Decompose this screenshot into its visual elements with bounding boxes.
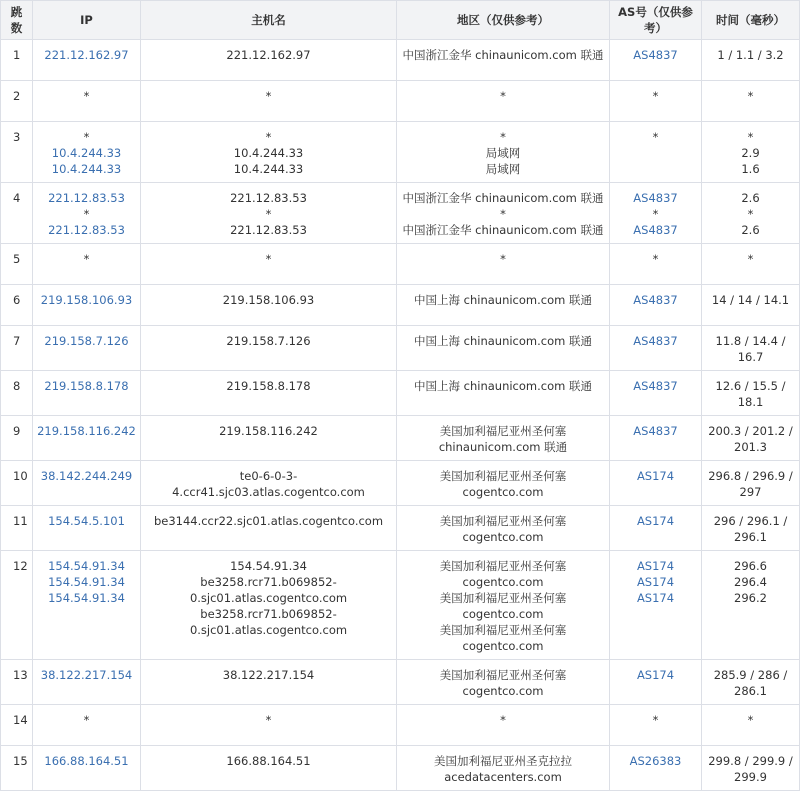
time-cell-text: 296.4 [734,575,767,589]
time-cell-text: 299.9 [734,770,767,784]
hostname-cell-text: 166.88.164.51 [226,754,311,768]
as-link[interactable]: AS4837 [633,334,678,348]
as-link[interactable]: AS174 [636,591,675,605]
time-cell-text: 2.6 [741,223,760,237]
region-cell [397,461,610,506]
hostname-cell [141,81,397,122]
hop-cell: 14 [1,705,33,746]
time-cell-text: 297 [739,485,762,499]
as-link[interactable]: AS26383 [629,754,682,768]
time-cell [702,122,800,183]
region-cell [397,122,610,183]
header-hop: 跳数 [1,1,33,40]
time-cell-text: 14 / 14 / 14.1 [711,293,790,307]
region-cell-text: 局域网 [485,162,521,176]
region-cell-text: 美国加利福尼亚州圣克拉拉 [434,754,572,768]
time-cell-text: 201.3 [734,440,767,454]
hostname-cell [141,122,397,183]
hop-cell: 7 [1,326,33,371]
ip-cell-text: * [83,130,90,144]
ip-link[interactable]: 38.142.244.249 [40,469,133,483]
hostname-cell [141,371,397,416]
hop-cell: 11 [1,506,33,551]
hop-cell: 8 [1,371,33,416]
time-cell [702,183,800,244]
table-row [1,183,800,244]
region-cell-text: 中国上海 chinaunicom.com 联通 [413,379,592,393]
hostname-cell-text: 0.sjc01.atlas.cogentco.com [189,591,348,605]
ip-link[interactable]: 221.12.162.97 [44,48,129,62]
hostname-cell [141,326,397,371]
region-cell-text: 中国上海 chinaunicom.com 联通 [413,293,592,307]
header-as: AS号（仅供参考） [610,1,702,40]
hostname-cell-text: 219.158.106.93 [222,293,315,307]
hostname-cell-text: * [265,207,272,221]
time-cell-text: * [747,713,754,727]
ip-cell [33,746,141,791]
as-cell [610,326,702,371]
as-cell [610,285,702,326]
as-link[interactable]: AS174 [636,469,675,483]
time-cell-text: * [747,130,754,144]
time-cell-text: * [747,89,754,103]
ip-cell [33,371,141,416]
region-cell-text: 中国浙江金华 chinaunicom.com 联通 [402,191,604,205]
hostname-cell [141,705,397,746]
as-cell [610,506,702,551]
header-region: 地区（仅供参考） [397,1,610,40]
time-cell-text: * [747,252,754,266]
ip-cell [33,506,141,551]
table-row [1,660,800,705]
region-cell-text: * [500,713,506,727]
ip-cell [33,705,141,746]
table-row [1,326,800,371]
hostname-cell [141,285,397,326]
time-cell [702,660,800,705]
region-cell-text: * [500,130,506,144]
ip-cell [33,285,141,326]
time-cell [702,506,800,551]
region-cell-text: 美国加利福尼亚州圣何塞 cogentco.com [439,591,567,621]
time-cell-text: 2.6 [741,191,760,205]
as-cell [610,705,702,746]
hostname-cell [141,244,397,285]
hostname-cell-text: 0.sjc01.atlas.cogentco.com [189,623,348,637]
ip-cell-text: * [83,89,90,103]
ip-cell [33,183,141,244]
hostname-cell-text: 219.158.8.178 [226,379,311,393]
table-row [1,81,800,122]
region-cell-text: 美国加利福尼亚州圣何塞 cogentco.com [439,559,567,589]
region-cell [397,551,610,660]
table-row [1,40,800,81]
ip-cell [33,660,141,705]
ip-link[interactable]: 219.158.106.93 [40,293,133,307]
region-cell [397,506,610,551]
time-cell-text: 2.9 [741,146,760,160]
hostname-cell-text: be3258.rcr71.b069852- [200,575,337,589]
as-link[interactable]: AS4837 [633,48,678,62]
hop-cell: 6 [1,285,33,326]
as-link[interactable]: AS174 [636,514,675,528]
hop-cell: 4 [1,183,33,244]
hostname-cell [141,461,397,506]
as-link[interactable]: AS4837 [633,379,678,393]
as-link[interactable]: AS174 [636,668,675,682]
hostname-cell [141,551,397,660]
hostname-cell-text: * [265,713,272,727]
region-cell [397,40,610,81]
time-cell-text: 1 / 1.1 / 3.2 [717,48,784,62]
region-cell [397,326,610,371]
region-cell [397,705,610,746]
time-cell [702,285,800,326]
ip-link[interactable]: 219.158.116.242 [37,424,136,438]
time-cell [702,416,800,461]
time-cell-text: 1.6 [741,162,760,176]
region-cell [397,183,610,244]
ip-link[interactable]: 154.54.91.34 [48,575,125,589]
region-cell [397,746,610,791]
region-cell [397,416,610,461]
time-cell-text: 18.1 [737,395,764,409]
table-row [1,416,800,461]
region-cell [397,81,610,122]
ip-link[interactable]: 154.54.91.34 [48,559,125,573]
region-cell-text: * [500,89,506,103]
hop-cell: 9 [1,416,33,461]
as-cell [610,371,702,416]
hostname-cell-text: 10.4.244.33 [233,162,304,176]
ip-link[interactable]: 154.54.91.34 [48,591,125,605]
hostname-cell [141,506,397,551]
table-row [1,506,800,551]
as-cell [610,183,702,244]
ip-link[interactable]: 154.54.5.101 [48,514,125,528]
region-cell-text: chinaunicom.com 联通 [438,440,568,454]
as-cell [610,660,702,705]
region-cell [397,371,610,416]
region-cell-text: 中国浙江金华 chinaunicom.com 联通 [402,48,604,62]
region-cell-text: 中国浙江金华 chinaunicom.com 联通 [402,223,604,237]
hop-cell: 3 [1,122,33,183]
as-link[interactable]: AS4837 [633,293,678,307]
table-header-row [1,1,800,40]
ip-cell [33,326,141,371]
as-cell [610,81,702,122]
as-link[interactable]: AS4837 [633,191,678,205]
as-cell-text: * [652,89,659,103]
region-cell-text: acedatacenters.com [444,770,562,784]
ip-link[interactable]: 10.4.244.33 [51,162,122,176]
as-cell-text: * [652,252,659,266]
time-cell [702,371,800,416]
region-cell [397,660,610,705]
hostname-cell-text: 219.158.7.126 [226,334,311,348]
table-row [1,551,800,660]
as-cell [610,416,702,461]
time-cell [702,81,800,122]
hop-cell: 5 [1,244,33,285]
time-cell-text: 200.3 / 201.2 / [708,424,793,438]
hop-cell: 2 [1,81,33,122]
region-cell-text: 美国加利福尼亚州圣何塞 cogentco.com [439,469,567,499]
ip-cell [33,461,141,506]
region-cell-text: 美国加利福尼亚州圣何塞 cogentco.com [439,668,567,698]
as-cell [610,122,702,183]
region-cell-text: * [500,252,506,266]
as-cell [610,40,702,81]
hostname-cell-text: be3144.ccr22.sjc01.atlas.cogentco.com [153,514,384,528]
table-row [1,461,800,506]
ip-cell [33,416,141,461]
time-cell [702,551,800,660]
time-cell-text: 296.1 [734,530,767,544]
time-cell [702,461,800,506]
ip-cell-text: * [83,207,90,221]
table-row [1,705,800,746]
region-cell-text: 美国加利福尼亚州圣何塞 cogentco.com [439,623,567,653]
time-cell [702,746,800,791]
as-cell [610,244,702,285]
region-cell [397,285,610,326]
as-link[interactable]: AS4837 [633,223,678,237]
hostname-cell-text: * [265,252,272,266]
time-cell-text: 296.2 [734,591,767,605]
region-cell-text: 局域网 [485,146,521,160]
header-time: 时间（毫秒） [702,1,800,40]
hostname-cell [141,660,397,705]
ip-cell-text: * [83,252,90,266]
hostname-cell-text: * [265,89,272,103]
ip-cell [33,244,141,285]
hop-cell: 10 [1,461,33,506]
time-cell [702,40,800,81]
ip-cell [33,81,141,122]
time-cell-text: 16.7 [737,350,764,364]
ip-link[interactable]: 38.122.217.154 [40,668,133,682]
hop-cell: 1 [1,40,33,81]
table-row [1,122,800,183]
ip-link[interactable]: 221.12.83.53 [48,223,125,237]
hostname-cell-text: be3258.rcr71.b069852- [200,607,337,621]
hop-cell: 13 [1,660,33,705]
time-cell-text: 286.1 [734,684,767,698]
hostname-cell-text: te0-6-0-3-4.ccr41.sjc03.atlas.cogentco.com [172,469,365,499]
hostname-cell-text: 219.158.116.242 [219,424,318,438]
hostname-cell-text: * [265,130,272,144]
ip-cell [33,122,141,183]
as-cell-text: * [652,713,659,727]
hostname-cell-text: 38.122.217.154 [222,668,315,682]
hostname-cell-text: 10.4.244.33 [233,146,304,160]
region-cell-text: 中国上海 chinaunicom.com 联通 [413,334,592,348]
as-cell [610,551,702,660]
hostname-cell [141,416,397,461]
table-row [1,371,800,416]
region-cell-text: 美国加利福尼亚州圣何塞 [439,424,567,438]
time-cell-text: 12.6 / 15.5 / [715,379,786,393]
hostname-cell [141,183,397,244]
hostname-cell [141,40,397,81]
region-cell-text: * [500,207,506,221]
region-cell [397,244,610,285]
time-cell [702,244,800,285]
region-cell-text: 美国加利福尼亚州圣何塞 cogentco.com [439,514,567,544]
time-cell-text: 11.8 / 14.4 / [715,334,786,348]
hop-cell: 15 [1,746,33,791]
as-cell-text: * [652,207,659,221]
hostname-cell-text: 221.12.162.97 [226,48,311,62]
hostname-cell-text: 154.54.91.34 [230,559,307,573]
as-cell [610,746,702,791]
table-row [1,244,800,285]
time-cell-text: 296.8 / 296.9 / [708,469,793,483]
header-hostname: 主机名 [141,1,397,40]
table-row [1,285,800,326]
hop-cell: 12 [1,551,33,660]
header-ip: IP [33,1,141,40]
ip-cell [33,40,141,81]
ip-link[interactable]: 219.158.7.126 [44,334,129,348]
time-cell-text: 296.6 [734,559,767,573]
table-row [1,746,800,791]
time-cell-text: 296 / 296.1 / [713,514,788,528]
as-link[interactable]: AS4837 [633,424,678,438]
time-cell-text: 285.9 / 286 / [713,668,788,682]
ip-link[interactable]: 219.158.8.178 [44,379,129,393]
time-cell [702,705,800,746]
ip-link[interactable]: 166.88.164.51 [44,754,129,768]
hostname-cell-text: 221.12.83.53 [230,191,307,205]
as-link[interactable]: AS174 [636,559,675,573]
ip-cell [33,551,141,660]
time-cell-text: * [747,207,754,221]
ip-link[interactable]: 221.12.83.53 [48,191,125,205]
as-cell-text: * [652,130,659,144]
time-cell [702,326,800,371]
as-link[interactable]: AS174 [636,575,675,589]
hostname-cell-text: 221.12.83.53 [230,223,307,237]
time-cell-text: 299.8 / 299.9 / [708,754,793,768]
hostname-cell [141,746,397,791]
ip-link[interactable]: 10.4.244.33 [51,146,122,160]
as-cell [610,461,702,506]
ip-cell-text: * [83,713,90,727]
